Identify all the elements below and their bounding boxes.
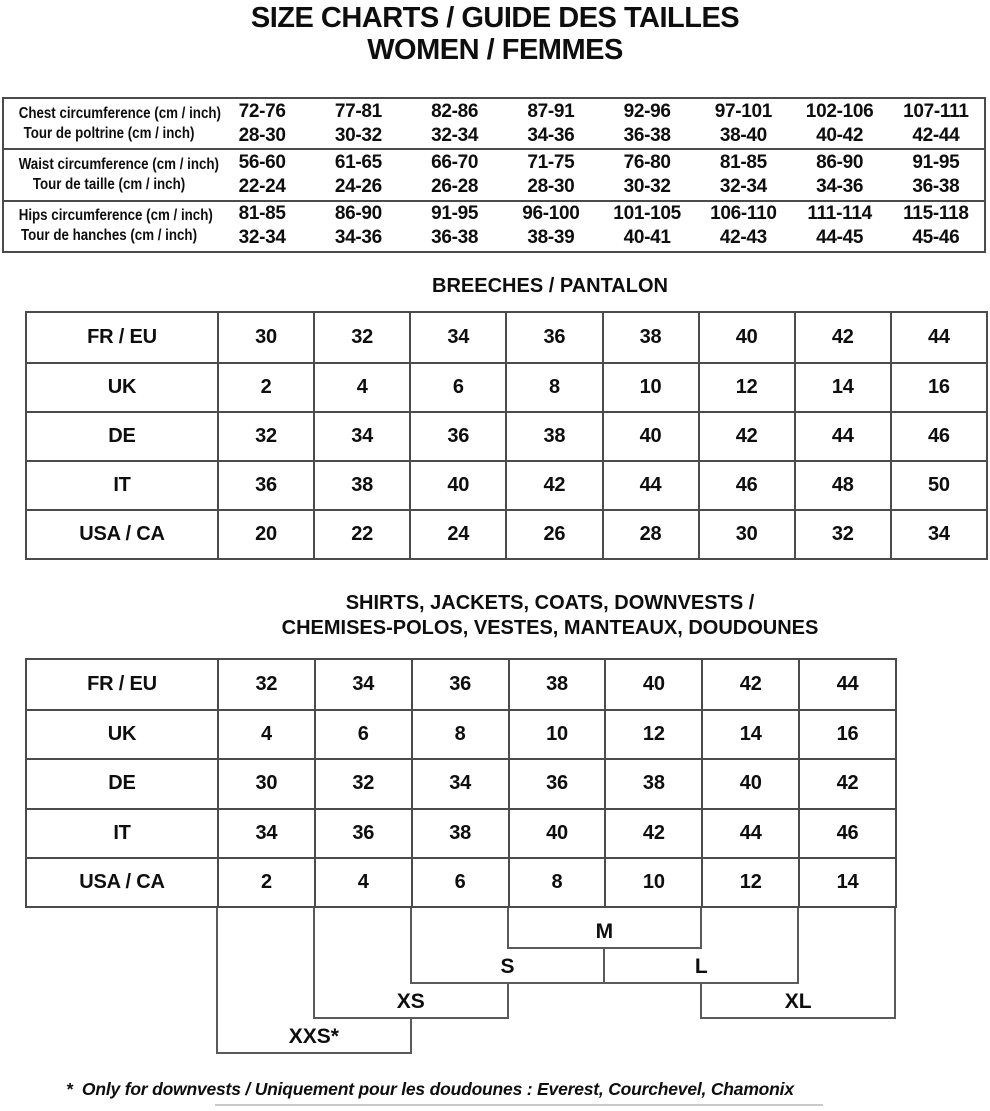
bracket-line	[216, 1052, 412, 1054]
size-value-cell: 30	[217, 313, 313, 362]
size-value-cell: 6	[314, 709, 411, 758]
measurement-inch-range: 32-34	[431, 124, 479, 146]
measurement-cm-range: 111-114	[807, 203, 872, 225]
shirts-heading	[282, 591, 819, 641]
size-row-label: UK	[27, 709, 217, 758]
size-value-cell: 40	[604, 660, 701, 709]
size-value-cell: 2	[217, 362, 313, 411]
measurement-inch-range: 34-36	[334, 227, 382, 249]
size-value-cell: 42	[505, 460, 601, 509]
measurement-inch-range: 36-38	[431, 227, 479, 249]
size-value-cell: 32	[313, 313, 409, 362]
measurement-value-cell	[503, 99, 599, 148]
size-row-label: DE	[27, 758, 217, 807]
size-value-cell: 2	[217, 857, 314, 906]
size-value-cell: 16	[798, 709, 895, 758]
page-title-line2: WOMEN / FEMMES	[367, 34, 623, 66]
size-value-cell: 46	[798, 808, 895, 857]
measurement-value-cell	[310, 202, 406, 251]
measurement-cm-range: 61-65	[334, 151, 382, 173]
measurement-inch-range: 38-40	[719, 124, 767, 146]
size-value-cell: 10	[602, 362, 698, 411]
measurement-inch-range: 36-38	[912, 175, 960, 197]
measurement-inch-range: 44-45	[816, 227, 864, 249]
measurement-inch-range: 22-24	[238, 175, 286, 197]
measurement-inch-range: 32-34	[238, 227, 286, 249]
measurement-value-cell	[503, 150, 599, 199]
measurement-value-cell	[695, 202, 791, 251]
bracket-line	[700, 982, 702, 1019]
measurement-cm-range: 76-80	[623, 151, 671, 173]
measurement-value-cell	[792, 99, 888, 148]
measurement-row	[4, 99, 984, 148]
size-value-cell: 36	[217, 460, 313, 509]
measurement-inch-range: 26-28	[431, 175, 479, 197]
bracket-line	[700, 908, 702, 949]
measurement-inch-range: 34-36	[816, 175, 864, 197]
size-value-cell: 34	[411, 758, 508, 807]
measurement-value-cell	[503, 202, 599, 251]
size-bracket-label: XL	[784, 990, 812, 1013]
size-row-label: UK	[27, 362, 217, 411]
measurement-cm-range: 87-91	[527, 100, 575, 122]
size-value-cell: 42	[701, 660, 798, 709]
size-value-cell: 6	[409, 362, 505, 411]
size-value-cell: 38	[411, 808, 508, 857]
size-value-cell: 20	[217, 509, 313, 558]
size-value-cell: 40	[409, 460, 505, 509]
size-value-cell: 30	[698, 509, 794, 558]
size-value-cell: 36	[314, 808, 411, 857]
bracket-line	[700, 1017, 896, 1019]
measurement-label-fr: Tour de taille (cm / inch)	[32, 175, 186, 193]
measurement-cm-range: 106-110	[710, 203, 777, 225]
size-row-label: FR / EU	[87, 673, 157, 696]
measurement-value-cell	[407, 99, 503, 148]
bottom-divider	[215, 1104, 823, 1106]
size-value-cell: 32	[217, 411, 313, 460]
measurement-label-en: Chest circumference (cm / inch)	[18, 104, 221, 122]
measurement-value-cell	[599, 150, 695, 199]
measurement-cm-range: 107-111	[903, 100, 969, 122]
size-value-cell: 40	[701, 758, 798, 807]
size-value-cell: 44	[701, 808, 798, 857]
measurement-inch-range: 45-46	[912, 227, 960, 249]
measurement-inch-range: 38-39	[527, 227, 575, 249]
measurement-value-cell	[695, 150, 791, 199]
size-value-cell: 8	[411, 709, 508, 758]
measurement-cm-range: 86-90	[334, 203, 382, 225]
measurement-label	[18, 150, 219, 199]
size-value-cell: 30	[217, 758, 314, 807]
measurement-value-cell	[888, 99, 984, 148]
size-value-cell: 36	[411, 660, 508, 709]
measurements-table	[2, 97, 986, 253]
size-value-cell: 6	[411, 857, 508, 906]
shirts-heading-line1: SHIRTS, JACKETS, COATS, DOWNVESTS /	[345, 592, 755, 614]
measurement-value-cell	[888, 202, 984, 251]
size-bracket-diagram	[25, 908, 897, 1060]
measurement-inch-range: 30-32	[623, 175, 671, 197]
size-value-cell: 46	[698, 460, 794, 509]
measurement-row	[4, 148, 984, 199]
measurement-value-cell	[695, 99, 791, 148]
size-value-cell: 34	[409, 313, 505, 362]
page-title	[0, 2, 990, 66]
size-value-cell: 42	[698, 411, 794, 460]
bracket-line	[216, 908, 218, 1054]
measurement-cm-range: 72-76	[238, 100, 286, 122]
size-value-cell: 10	[508, 709, 605, 758]
measurement-cm-range: 91-95	[912, 151, 960, 173]
measurement-cm-range: 102-106	[805, 100, 874, 122]
size-value-cell: 40	[508, 808, 605, 857]
measurement-inch-range: 28-30	[238, 124, 286, 146]
size-row-label: USA / CA	[27, 857, 217, 906]
size-value-cell: 12	[604, 709, 701, 758]
size-value-cell: 36	[508, 758, 605, 807]
size-value-cell: 34	[890, 509, 986, 558]
size-value-cell: 50	[890, 460, 986, 509]
measurement-inch-range: 34-36	[527, 124, 575, 146]
measurement-value-cell	[214, 150, 310, 199]
size-value-cell: 8	[508, 857, 605, 906]
shirts-size-table	[25, 658, 897, 908]
measurement-label	[18, 99, 221, 148]
measurement-inch-range: 36-38	[623, 124, 671, 146]
measurement-inch-range: 42-43	[719, 227, 767, 249]
size-value-cell: 34	[314, 660, 411, 709]
breeches-heading: BREECHES / PANTALON	[432, 275, 668, 297]
measurement-cm-range: 115-118	[903, 203, 969, 225]
measurement-cm-range: 82-86	[431, 100, 479, 122]
measurement-value-cell	[599, 99, 695, 148]
size-row-label: DE	[27, 411, 217, 460]
measurement-cm-range: 71-75	[527, 151, 575, 173]
measurement-inch-range: 40-41	[623, 227, 671, 249]
measurement-inch-range: 42-44	[912, 124, 960, 146]
breeches-size-table	[25, 311, 988, 560]
size-row-label: IT	[27, 808, 217, 857]
bracket-line	[894, 908, 896, 1019]
size-value-cell: 4	[314, 857, 411, 906]
measurement-label	[18, 202, 213, 251]
size-value-cell: 14	[794, 362, 890, 411]
size-value-cell: 38	[313, 460, 409, 509]
bracket-line	[507, 908, 509, 949]
size-value-cell: 26	[505, 509, 601, 558]
size-value-cell: 10	[604, 857, 701, 906]
measurement-label-fr: Tour de hanches (cm / inch)	[20, 227, 198, 245]
size-value-cell: 38	[508, 660, 605, 709]
size-value-cell: 28	[602, 509, 698, 558]
measurement-inch-range: 32-34	[719, 175, 767, 197]
measurement-value-cell	[792, 202, 888, 251]
measurement-cm-range: 66-70	[431, 151, 479, 173]
measurement-cm-range: 96-100	[522, 203, 580, 225]
measurement-label-en: Hips circumference (cm / inch)	[18, 207, 213, 225]
footnote: * Only for downvests / Uniquement pour les doudounes : Everest, Courchevel, Chamonix	[66, 1079, 794, 1099]
size-value-cell: 14	[798, 857, 895, 906]
size-value-cell: 38	[505, 411, 601, 460]
size-value-cell: 40	[698, 313, 794, 362]
size-bracket-label: L	[694, 955, 708, 978]
bracket-line	[313, 908, 315, 1019]
measurement-cm-range: 101-105	[613, 203, 681, 225]
measurement-cm-range: 56-60	[238, 151, 286, 173]
size-value-cell: 42	[794, 313, 890, 362]
measurement-inch-range: 40-42	[816, 124, 864, 146]
measurement-row	[4, 200, 984, 251]
measurement-value-cell	[599, 202, 695, 251]
size-value-cell: 42	[604, 808, 701, 857]
measurement-value-cell	[214, 99, 310, 148]
measurement-cm-range: 97-101	[714, 100, 773, 122]
size-value-cell: 48	[794, 460, 890, 509]
bracket-line	[797, 908, 799, 984]
measurement-label-fr: Tour de poltrine (cm / inch)	[23, 124, 195, 142]
measurement-cm-range: 81-85	[238, 203, 286, 225]
bracket-line	[507, 982, 509, 1019]
size-row-label: IT	[27, 460, 217, 509]
size-bracket-label: XXS*	[288, 1025, 339, 1048]
size-bracket-label: M	[595, 920, 614, 943]
size-bracket-label: S	[500, 955, 515, 978]
size-value-cell: 36	[409, 411, 505, 460]
size-value-cell: 36	[505, 313, 601, 362]
size-value-cell: 44	[602, 460, 698, 509]
size-value-cell: 22	[313, 509, 409, 558]
size-value-cell: 4	[217, 709, 314, 758]
measurement-label-en: Waist circumference (cm / inch)	[18, 155, 219, 173]
size-value-cell: 46	[890, 411, 986, 460]
measurement-cm-range: 81-85	[719, 151, 767, 173]
size-value-cell: 12	[698, 362, 794, 411]
size-value-cell: 14	[701, 709, 798, 758]
measurement-inch-range: 24-26	[334, 175, 382, 197]
size-value-cell: 34	[217, 808, 314, 857]
size-row-label: FR / EU	[87, 326, 157, 348]
size-value-cell: 32	[314, 758, 411, 807]
size-value-cell: 24	[409, 509, 505, 558]
size-value-cell: 44	[794, 411, 890, 460]
bracket-line	[410, 908, 412, 984]
size-value-cell: 38	[604, 758, 701, 807]
size-value-cell: 32	[217, 660, 314, 709]
measurement-value-cell	[310, 150, 406, 199]
size-value-cell: 42	[798, 758, 895, 807]
size-value-cell: 34	[313, 411, 409, 460]
measurement-value-cell	[792, 150, 888, 199]
measurement-inch-range: 28-30	[527, 175, 575, 197]
size-value-cell: 40	[602, 411, 698, 460]
measurement-value-cell	[888, 150, 984, 199]
measurement-cm-range: 77-81	[334, 100, 382, 122]
measurement-cm-range: 91-95	[431, 203, 479, 225]
measurement-value-cell	[407, 150, 503, 199]
measurement-value-cell	[310, 99, 406, 148]
bracket-line	[410, 1017, 412, 1054]
size-value-cell: 32	[794, 509, 890, 558]
size-value-cell: 4	[313, 362, 409, 411]
measurement-cm-range: 86-90	[816, 151, 864, 173]
size-value-cell: 12	[701, 857, 798, 906]
size-bracket-label: XS	[396, 990, 425, 1013]
measurement-inch-range: 30-32	[334, 124, 382, 146]
bracket-line	[603, 947, 605, 984]
size-value-cell: 44	[890, 313, 986, 362]
page-title-line1: SIZE CHARTS / GUIDE DES TAILLES	[250, 2, 740, 34]
size-value-cell: 38	[602, 313, 698, 362]
measurement-value-cell	[214, 202, 310, 251]
size-value-cell: 8	[505, 362, 601, 411]
shirts-heading-line2: CHEMISES-POLOS, VESTES, MANTEAUX, DOUDOUNES	[281, 617, 819, 639]
size-value-cell: 16	[890, 362, 986, 411]
size-value-cell: 44	[798, 660, 895, 709]
measurement-value-cell	[407, 202, 503, 251]
size-row-label: USA / CA	[27, 509, 217, 558]
measurement-cm-range: 92-96	[623, 100, 671, 122]
